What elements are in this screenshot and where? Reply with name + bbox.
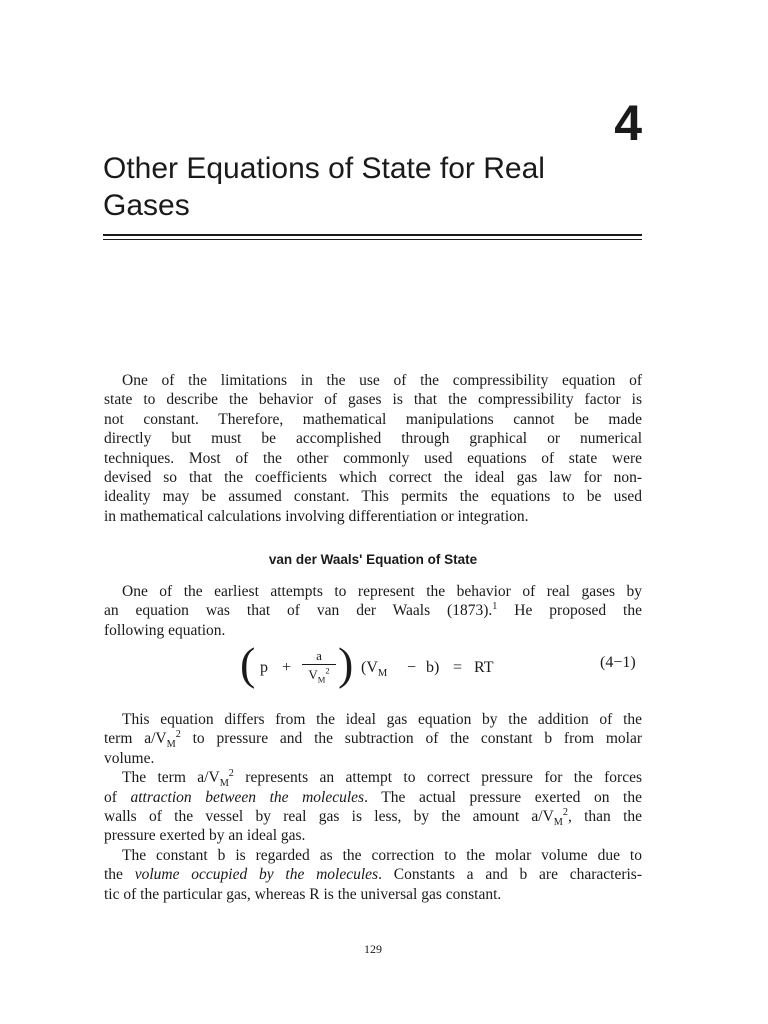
- intro-paragraph: [104, 371, 642, 526]
- body-text: of: [104, 788, 131, 806]
- body-text: The term a/V: [122, 769, 220, 787]
- eq-close-paren: ): [338, 638, 354, 689]
- intro-line: techniques. Most of the other commonly used equations of state were: [104, 449, 642, 467]
- section-line-text: an equation was that of van der Waals (1873).: [104, 602, 493, 620]
- body-line: [104, 788, 642, 807]
- body-line: This equation differs from the ideal gas equation by the addition of the: [122, 711, 642, 728]
- chapter-title-line-2: Gases: [103, 189, 190, 222]
- eq-plus: +: [282, 659, 292, 676]
- page-number: 129: [364, 942, 382, 956]
- eq-fraction-denominator: [302, 665, 336, 685]
- eq-vm-sub: M: [377, 668, 388, 680]
- chapter-title: [103, 150, 643, 224]
- intro-line: ideality may be assumed constant. This permits the equations to be used: [104, 488, 642, 506]
- superscript: 2: [175, 729, 181, 741]
- superscript: 2: [228, 768, 234, 780]
- section-heading: van der Waals' Equation of State: [268, 552, 478, 567]
- section-paragraph: [104, 582, 642, 640]
- eq-rhs: RT: [474, 659, 494, 676]
- body-paragraphs: [104, 710, 642, 904]
- emphasis-text: attraction between the molecules: [130, 788, 365, 806]
- intro-line: not constant. Therefore, mathematical manipulations cannot be made: [104, 410, 642, 428]
- section-line-tail: He proposed the: [497, 602, 642, 620]
- emphasis-text: volume occupied by the molecules: [134, 866, 379, 884]
- body-line: [104, 806, 643, 829]
- eq-vm-open: (V: [361, 659, 378, 676]
- eq-den-base: V: [308, 667, 318, 682]
- body-text: the: [104, 866, 135, 884]
- subscript: M: [219, 778, 229, 790]
- eq-fraction-bar: [302, 664, 336, 665]
- intro-line: state to describe the behavior of gases is that the compressibility factor is: [104, 391, 642, 409]
- intro-line: directly but must be accomplished through graphical or numerical: [104, 430, 642, 448]
- eq-b: b): [426, 659, 440, 676]
- body-line: pressure exerted by an ideal gas.: [104, 827, 306, 845]
- body-line: [104, 729, 642, 751]
- eq-open-paren: (: [240, 638, 256, 689]
- eq-pressure: p: [260, 659, 268, 676]
- intro-line: in mathematical calculations involving differentiation or integration.: [104, 507, 529, 525]
- body-line: [104, 768, 642, 790]
- section-line: One of the earliest attempts to represent the behavior of real gases by: [122, 583, 642, 600]
- section-line: following equation.: [104, 621, 226, 639]
- eq-equals: =: [453, 659, 463, 676]
- equation-number: (4−1): [600, 654, 636, 671]
- body-text: walls of the vessel by real gas is less, by the amount a/V: [104, 807, 554, 825]
- eq-fraction-numerator: a: [316, 648, 322, 663]
- body-line: volume.: [104, 749, 155, 767]
- body-text: to pressure and the subtraction of the constant b from molar: [180, 730, 642, 748]
- eq-den-sub: M: [317, 674, 326, 685]
- intro-line: One of the limitations in the use of the compressibility equation of: [122, 372, 642, 389]
- body-text: , than the: [567, 807, 643, 825]
- chapter-title-line-1: Other Equations of State for Real: [103, 152, 545, 185]
- subscript: M: [553, 817, 563, 829]
- subscript: M: [166, 739, 176, 751]
- eq-fraction: [302, 648, 336, 685]
- body-line: tic of the particular gas, whereas R is the universal gas constant.: [104, 885, 502, 903]
- eq-molar-volume: [361, 659, 388, 680]
- eq-minus: −: [407, 659, 417, 676]
- chapter-number: 4: [614, 95, 642, 151]
- body-text: . Constants a and b are characteris-: [378, 866, 643, 884]
- intro-line: devised so that the coefficients which correct the ideal gas law for non-: [104, 468, 642, 486]
- body-text: . The actual pressure exerted on the: [364, 788, 642, 806]
- body-line: The constant b is regarded as the correction to the molar volume due to: [122, 846, 642, 864]
- superscript: 2: [562, 806, 568, 818]
- section-line: [104, 601, 642, 620]
- body-text: term a/V: [104, 730, 167, 748]
- body-text: represents an attempt to correct pressure for the forces: [233, 769, 642, 787]
- footnote-marker: 1: [492, 601, 498, 613]
- title-rule-thin: [103, 239, 642, 240]
- title-rule-thick: [103, 234, 642, 236]
- body-line: [104, 865, 642, 884]
- eq-den-sup: 2: [325, 665, 330, 676]
